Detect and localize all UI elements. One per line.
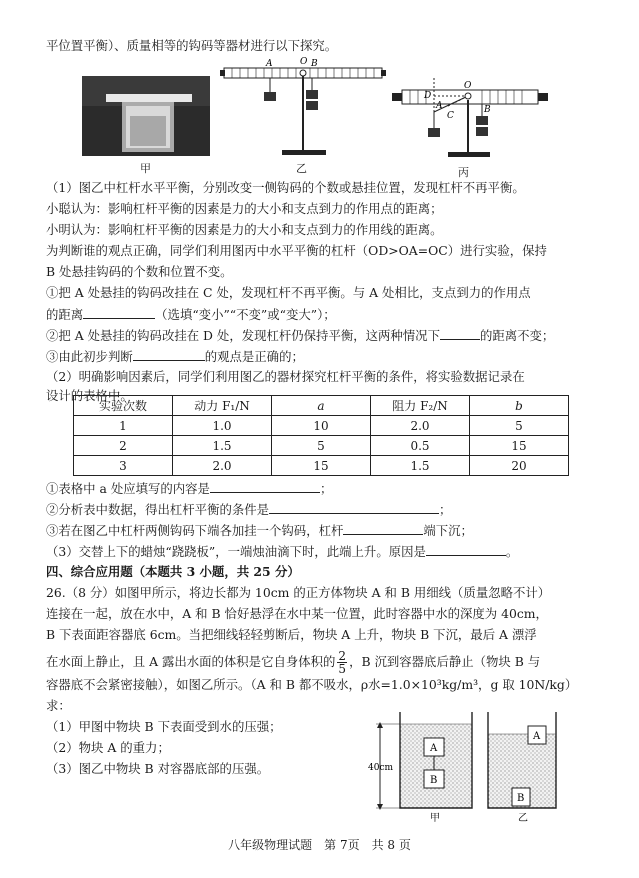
table-row xyxy=(74,416,569,436)
q26-line2: 连接在一起，放在水中，A 和 B 恰好悬浮在水中某一位置，此时容器中水的深度为 40cm， xyxy=(46,606,548,621)
answer-blank-distance[interactable] xyxy=(83,306,155,319)
table-row xyxy=(74,456,569,476)
table-cell: 10 xyxy=(272,416,371,436)
table-header-cell: b xyxy=(470,396,569,416)
bing-point-c: C xyxy=(447,111,454,121)
table-cell: 20 xyxy=(470,456,569,476)
q26-line5: 容器底不会紧密接触），如图乙所示。（A 和 B 都不吸水，ρ水=1.0×10³kg/m³，g 取 10N/kg） xyxy=(46,677,578,692)
table-header-row xyxy=(74,396,569,416)
table-header-cell: 实验次数 xyxy=(74,396,173,416)
q26-sub2: （2）物块 A 的重力； xyxy=(46,740,170,755)
answer-blank-reason[interactable] xyxy=(426,543,506,556)
q2-sub1-end: ； xyxy=(319,481,333,496)
q1-line5: B 处悬挂钩码的个数和位置不变。 xyxy=(46,264,233,279)
q1-line8 xyxy=(46,327,554,344)
experiment-data-table xyxy=(73,395,569,476)
q1-line4: 为判断谁的观点正确，同学们利用图丙中水平平衡的杠杆（OD>OA=OC）进行实验，保持 xyxy=(46,243,547,258)
q26-line1: 26.（8 分）如图甲所示，将边长都为 10cm 的正方体物块 A 和 B 用细线（质量忽略不计） xyxy=(46,585,551,600)
q3-end: 。 xyxy=(505,544,519,559)
q1-line3: 小明认为：影响杠杆平衡的因素是力的大小和支点到力的作用线的距离。 xyxy=(46,222,443,237)
table-cell: 2.0 xyxy=(371,416,470,436)
q1-line6: ①把 A 处悬挂的钩码改挂在 C 处，发现杠杆不再平衡。与 A 处相比，支点到力的作用点 xyxy=(46,285,531,300)
yi-point-b: B xyxy=(311,59,318,69)
table-cell: 2 xyxy=(74,436,173,456)
q2-sub1 xyxy=(46,480,332,497)
q26-sub1: （1）甲图中物块 B 下表面受到水的压强； xyxy=(46,719,282,734)
container-jia-label: 甲 xyxy=(430,813,440,822)
q2-line2: 设计的表格中。 xyxy=(46,388,133,403)
answer-blank-sinking-end[interactable] xyxy=(343,522,423,535)
q26-line4 xyxy=(46,650,540,675)
q2-sub3 xyxy=(46,522,473,539)
intro-line: 平位置平衡）、质量相等的钩码等器材进行以下探究。 xyxy=(46,38,338,53)
fraction-numerator: 2 xyxy=(338,649,347,663)
figure-bing-lever xyxy=(392,76,548,162)
table-cell: 15 xyxy=(470,436,569,456)
answer-blank-balance-condition[interactable] xyxy=(269,501,439,514)
table-cell: 1.0 xyxy=(173,416,272,436)
q2-line1: （2）明确影响因素后，同学们利用图乙的器材探究杠杆平衡的条件，将实验数据记录在 xyxy=(46,369,525,384)
table-cell: 5 xyxy=(470,416,569,436)
bing-point-o: O xyxy=(464,81,472,91)
q26-sub3: （3）图乙中物块 B 对容器底部的压强。 xyxy=(46,761,270,776)
table-cell: 1.5 xyxy=(371,456,470,476)
table-row xyxy=(74,436,569,456)
yi-block-a: A xyxy=(533,731,541,742)
figure-jia-photo xyxy=(82,76,210,156)
table-header-cell: a xyxy=(272,396,371,416)
table-cell: 1.5 xyxy=(173,436,272,456)
figure-containers xyxy=(368,710,558,822)
answer-blank-a-content[interactable] xyxy=(210,480,320,493)
bing-point-b: B xyxy=(484,105,491,115)
table-cell: 3 xyxy=(74,456,173,476)
q2-sub3-end: 端下沉； xyxy=(423,523,473,538)
q1-line9 xyxy=(46,348,304,365)
fraction-two-fifths xyxy=(337,650,347,675)
q1-line2: 小聪认为：影响杠杆平衡的因素是力的大小和支点到力的作用点的距离； xyxy=(46,201,443,216)
figure-bing-label: 丙 xyxy=(458,166,469,179)
answer-blank-constant-distance[interactable] xyxy=(440,327,480,340)
q1-line9-start: ③由此初步判断 xyxy=(46,349,133,364)
table-cell: 15 xyxy=(272,456,371,476)
figure-jia-label: 甲 xyxy=(140,162,151,175)
yi-point-o: O xyxy=(300,57,308,67)
q1-line7 xyxy=(46,306,336,323)
jia-block-b: B xyxy=(430,775,438,786)
bing-point-d: D xyxy=(424,91,432,101)
yi-block-b: B xyxy=(517,793,525,804)
section4-heading: 四、综合应用题（本题共 3 小题，共 25 分） xyxy=(46,564,300,579)
q3-start: （3）交替上下的蜡烛“跷跷板”，一端烛油滴下时，此端上升。原因是 xyxy=(46,544,426,559)
q26-line4-start: 在水面上静止，且 A 露出水面的体积是它自身体积的 xyxy=(46,654,336,669)
q26-line3: B 下表面距容器底 6cm。当把细线轻轻剪断后，物块 A 上升，物块 B 下沉，最后 A 漂浮 xyxy=(46,627,537,642)
q2-sub2 xyxy=(46,501,451,518)
depth-label: 40cm xyxy=(368,763,394,773)
figure-yi-label: 乙 xyxy=(296,162,307,175)
q1-line9-end: 的观点是正确的； xyxy=(204,349,304,364)
jia-block-a: A xyxy=(430,743,438,754)
page-footer: 八年级物理试题 第 7页 共 8 页 xyxy=(228,838,411,852)
q2-sub2-start: ②分析表中数据，得出杠杆平衡的条件是 xyxy=(46,502,270,517)
q26-line6: 求： xyxy=(46,698,71,713)
q2-sub1-start: ①表格中 a 处应填写的内容是 xyxy=(46,481,210,496)
q3-line xyxy=(46,543,518,560)
fraction-denominator: 5 xyxy=(338,662,347,676)
q2-sub3-start: ③若在图乙中杠杆两侧钩码下端各加挂一个钩码，杠杆 xyxy=(46,523,344,538)
q2-sub2-end: ； xyxy=(439,502,452,517)
q1-line7-end: （选填“变小”“不变”或“变大”）； xyxy=(155,307,336,322)
q26-line4-end: ，B 沉到容器底后静止（物块 B 与 xyxy=(349,654,541,669)
table-cell: 0.5 xyxy=(371,436,470,456)
yi-point-a: A xyxy=(266,59,273,69)
bing-point-a: A xyxy=(436,101,443,111)
answer-blank-correct-view[interactable] xyxy=(133,348,205,361)
q1-line8-end: 的距离不变； xyxy=(479,328,555,343)
table-header-cell: 阻力 F₂/N xyxy=(371,396,470,416)
table-header-cell: 动力 F₁/N xyxy=(173,396,272,416)
table-cell: 1 xyxy=(74,416,173,436)
container-yi-label: 乙 xyxy=(518,813,528,822)
q1-line1: （1）图乙中杠杆水平平衡，分别改变一侧钩码的个数或悬挂位置，发现杠杆不再平衡。 xyxy=(46,180,525,195)
q1-line8-start: ②把 A 处悬挂的钩码改挂在 D 处，发现杠杆仍保持平衡，这两种情况下 xyxy=(46,328,440,343)
q1-line7-start: 的距离 xyxy=(46,307,84,322)
table-cell: 5 xyxy=(272,436,371,456)
figure-yi-lever xyxy=(220,54,386,160)
table-cell: 2.0 xyxy=(173,456,272,476)
